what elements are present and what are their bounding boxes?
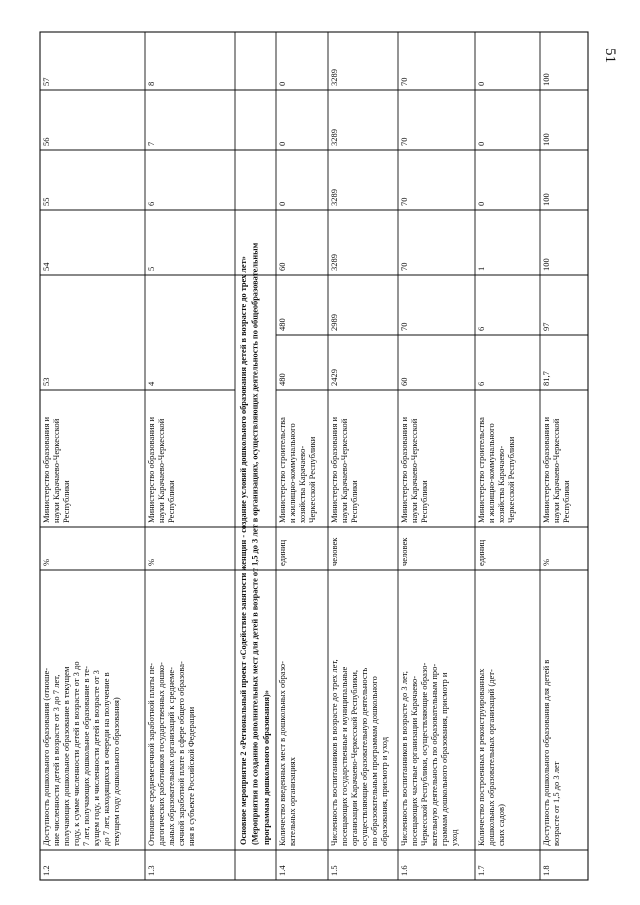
- row-1-6-unit: человек: [399, 537, 409, 566]
- row-1-3-value: 4: [146, 381, 156, 386]
- row-1-7-indicator-line: дошкольных образовательных организаций (дет-: [486, 669, 496, 846]
- row-1-7-indicator-line: ских садов): [496, 804, 506, 846]
- row-1-2-value: 55: [41, 197, 51, 206]
- row-1-5-value: 3289: [329, 254, 339, 271]
- page-number: 51: [602, 48, 618, 63]
- row-1-4-value: 480: [277, 318, 287, 331]
- row-1-8-executor-line: Республики: [561, 480, 571, 523]
- row-1-7-unit: единиц: [476, 539, 486, 566]
- row-1-3-indicator-line: Отношение среднемесячной заработной платы пе-: [146, 663, 156, 846]
- row-1-6-indicator-line: вательную деятельность по образовательным про-: [429, 663, 439, 846]
- row-1-5-value: 2989: [329, 314, 339, 331]
- row-1-5-indicator-line: образования, присмотр и уход: [379, 736, 389, 846]
- row-1-2-indicator-line: 7 лет, получающих дошкольное образование в те-: [81, 666, 91, 846]
- row-1-4-value: 480: [277, 373, 287, 386]
- row-1-7-value: 6: [476, 326, 486, 331]
- row-1-2-unit: %: [41, 558, 51, 566]
- row-1-2-indicator-line: текущем году дошкольного образования): [111, 697, 121, 846]
- row-1-8-value: 100: [541, 193, 551, 206]
- row-1-7-executor-line: Министерство строительства: [476, 417, 486, 523]
- row-1-5-indicator-line: посещающих государственные и муниципальные: [339, 666, 349, 846]
- row-1-3-value: 5: [146, 266, 156, 271]
- row-1-3-unit: %: [146, 558, 156, 566]
- row-1-6-value: 70: [399, 197, 409, 206]
- row-1-6-indicator-line: граммам дошкольного образования, присмотр и: [439, 672, 449, 846]
- row-1-6-indicator-line: Черкесской Республики, осуществляющие образо-: [419, 662, 429, 846]
- row-1-2-indicator-line: кущем году, и численности детей в возрасте от 3: [91, 670, 101, 846]
- row-1-8-value: 100: [541, 73, 551, 86]
- row-1-3-indicator-line: сячной заработной плате в сфере общего образова-: [176, 661, 186, 846]
- row-1-5-indicator-line: Численность воспитанников в возрасте до трех лет,: [329, 659, 339, 846]
- row-1-8-value: 81,7: [541, 371, 551, 386]
- row-1-4-unit: единиц: [277, 539, 287, 566]
- row-1-5-indicator-line: по образовательным программам дошкольного: [369, 676, 379, 846]
- row-1-6-value: 70: [399, 262, 409, 271]
- row-1-5-value: 3289: [329, 189, 339, 206]
- row-1-3-executor-line: науки Карачаево-Черкесской: [156, 418, 166, 523]
- row-1-4-executor-line: Черкесской Республики: [307, 436, 317, 523]
- row-1-4-value: 0: [277, 81, 287, 86]
- row-1-2-indicator-line: году, к сумме численности детей в возрасте от 3 до: [71, 661, 81, 846]
- row-1-8-executor-line: науки Карачаево-Черкесской: [551, 418, 561, 523]
- row-1-2-value: 54: [41, 262, 51, 271]
- row-1-6-indicator-line: уход: [449, 829, 459, 846]
- row-1-2-indicator-line: получающих дошкольное образование в текущем: [61, 666, 71, 846]
- row-1-3-indicator-line: льных образовательных организаций к среднеме-: [166, 667, 176, 846]
- row-1-5-executor-line: Республики: [349, 480, 359, 523]
- row-1-8-value: 100: [541, 133, 551, 146]
- row-1-4-executor-line: хозяйства Карачаево-: [297, 445, 307, 523]
- row-1-4-indicator-line: вательных организациях: [287, 757, 297, 846]
- row-1-8-unit: %: [541, 558, 551, 566]
- row-1-3-executor-line: Министерство образования и: [146, 416, 156, 523]
- row-1-5-unit: человек: [329, 537, 339, 566]
- row-1-8-indicator-line: Доступность дошкольного образования для детей в: [541, 659, 551, 846]
- row-1-3-indicator-line: ния в субъекте Российской Федерации: [186, 706, 196, 846]
- row-1-4-indicator-line: Количество введенных мест в дошкольных образо-: [277, 661, 287, 846]
- row-1-4-number: 1.4: [277, 865, 287, 876]
- row-1-4-executor-line: Министерство строительства: [277, 417, 287, 523]
- row-1-3-indicator-line: дагогических работников государственных дошко-: [156, 662, 166, 846]
- row-1-7-value: 0: [476, 201, 486, 206]
- row-1-5-indicator-line: осуществляющие образовательную деятельность: [359, 667, 369, 846]
- row-1-8-executor-line: Министерство образования и: [541, 416, 551, 523]
- row-1-4-value: 60: [277, 262, 287, 271]
- row-1-2-indicator-line: до 7 лет, находящихся в очереди на получение в: [101, 672, 111, 846]
- row-1-2-executor-line: Министерство образования и: [41, 416, 51, 523]
- row-1-6-indicator-line: посещающих частные организации Карачаево-: [409, 675, 419, 846]
- row-1-5-executor-line: Министерство образования и: [329, 416, 339, 523]
- row-1-7-executor-line: Черкесской Республики: [506, 436, 516, 523]
- row-1-3-value: 6: [146, 201, 156, 206]
- row-1-2-indicator-line: Доступность дошкольного образования (отноше-: [41, 667, 51, 846]
- row-1-5-number: 1.5: [329, 865, 339, 876]
- row-1-2-value: 57: [41, 77, 51, 86]
- row-1-7-value: 1: [476, 266, 486, 271]
- row-1-8-value: 100: [541, 258, 551, 271]
- row-1-8-indicator-line: возрасте от 1,5 до 3 лет: [551, 761, 561, 846]
- row-1-4-value: 0: [277, 141, 287, 146]
- row-1-6-value: 70: [399, 137, 409, 146]
- row-1-6-executor-line: науки Карачаево-Черкесской: [409, 418, 419, 523]
- row-1-5-executor-line: науки Карачаево-Черкесской: [339, 418, 349, 523]
- row-1-2-executor-line: науки Карачаево-Черкесской: [51, 418, 61, 523]
- row-1-3-value: 7: [146, 141, 156, 146]
- row-1-6-value: 70: [399, 322, 409, 331]
- row-1-2-value: 56: [41, 137, 51, 146]
- row-1-5-value: 3289: [329, 69, 339, 86]
- row-1-2-value: 53: [41, 377, 51, 386]
- row-1-7-value: 0: [476, 81, 486, 86]
- row-1-8-number: 1.8: [541, 865, 551, 876]
- row-1-2-number: 1.2: [41, 865, 51, 876]
- row-1-7-value: 0: [476, 141, 486, 146]
- row-1-6-value: 60: [399, 377, 409, 386]
- row-1-7-indicator-line: Количество построенных и реконструированных: [476, 668, 486, 846]
- section-heading-line: программам дошкольного образования)»: [262, 690, 271, 845]
- row-1-4-executor-line: и жилищно-коммунального: [287, 423, 297, 523]
- row-1-7-value: 6: [476, 381, 486, 386]
- row-1-5-value: 3289: [329, 129, 339, 146]
- section-heading-line: (Мероприятия по созданию дополнительных мест для детей в возрасте от 1,5 до 3 лет в организациях, осуществляющих деятельность по общеобразовательным: [250, 242, 260, 845]
- row-1-3-number: 1.3: [146, 865, 156, 876]
- section-heading-line: Основное мероприятие 2 «Региональный проект «Содействие занятости женщин - создание условий дошкольного образования детей в возрасте до трех лет»: [239, 256, 248, 845]
- row-1-6-indicator-line: Численность воспитанников в возрасте до 3 лет,: [399, 671, 409, 846]
- row-1-6-executor-line: Республики: [419, 480, 429, 523]
- row-1-7-number: 1.7: [476, 865, 486, 876]
- row-1-7-executor-line: и жилищно-коммунального: [486, 423, 496, 523]
- row-1-5-indicator-line: организации Карачаево-Черкесской Республики,: [349, 669, 359, 846]
- row-1-3-executor-line: Республики: [166, 480, 176, 523]
- row-1-2-indicator-line: ние численности детей в возрасте от 3 до 7 лет,: [51, 674, 61, 846]
- row-1-6-executor-line: Министерство образования и: [399, 416, 409, 523]
- row-1-3-value: 8: [146, 81, 156, 86]
- row-1-6-number: 1.6: [399, 865, 409, 876]
- row-1-6-value: 70: [399, 77, 409, 86]
- row-1-2-executor-line: Республики: [61, 480, 71, 523]
- row-1-7-executor-line: хозяйства Карачаево-: [496, 445, 506, 523]
- row-1-5-value: 2429: [329, 369, 339, 386]
- row-1-4-value: 0: [277, 201, 287, 206]
- row-1-8-value: 97: [541, 322, 551, 331]
